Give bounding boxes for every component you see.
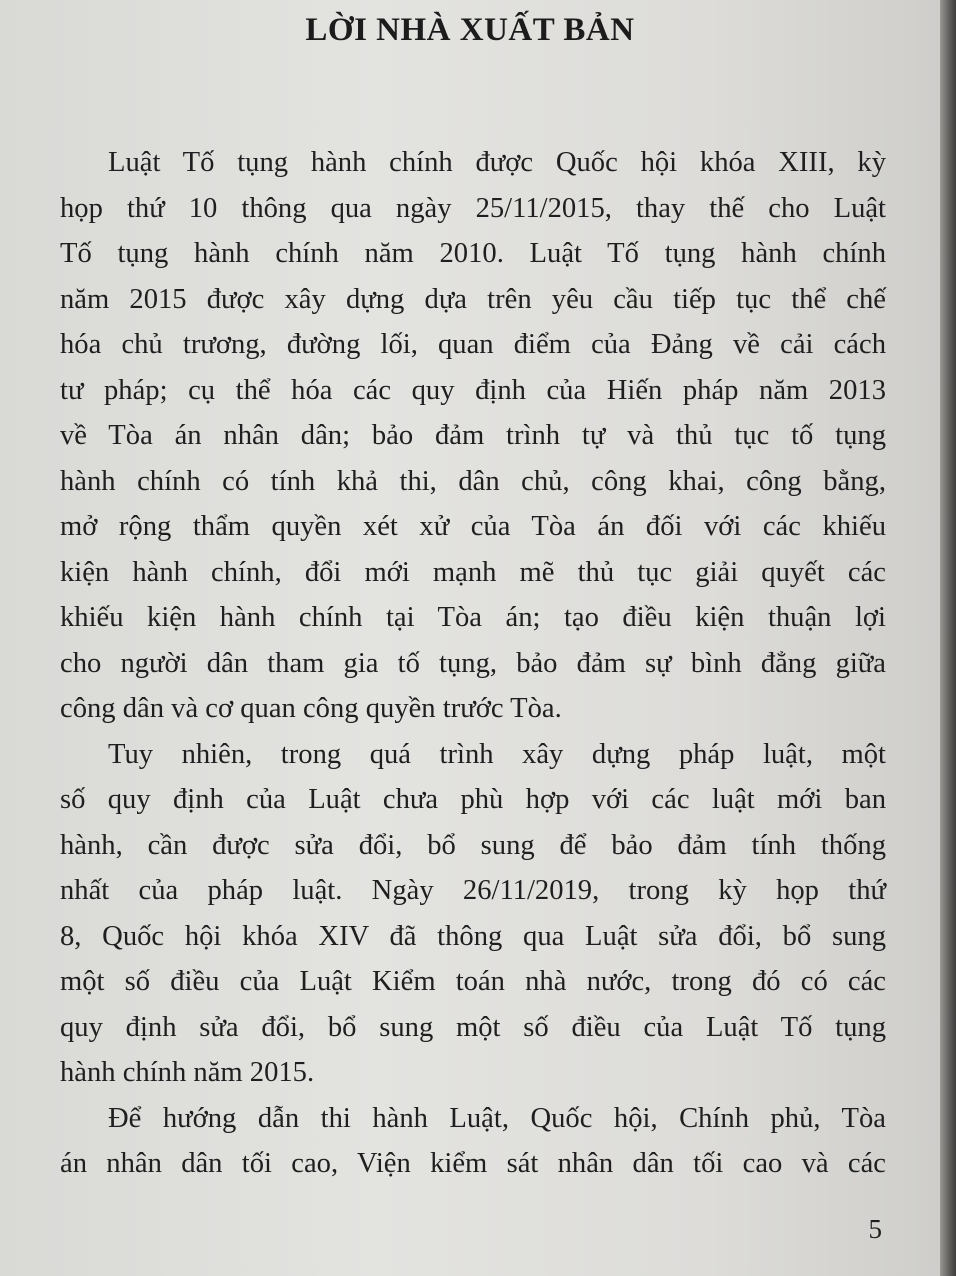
text-line: cho người dân tham gia tố tụng, bảo đảm sự bình đẳng giữa [60, 647, 886, 679]
text-line: Để hướng dẫn thi hành Luật, Quốc hội, Chính phủ, Tòa [108, 1102, 886, 1134]
body-text [60, 140, 886, 1187]
text-line: nhất của pháp luật. Ngày 26/11/2019, trong kỳ họp thứ [60, 875, 886, 906]
text-line: số quy định của Luật chưa phù hợp với các luật mới ban [60, 784, 886, 815]
text-line: mở rộng thẩm quyền xét xử của Tòa án đối với các khiếu [60, 511, 886, 542]
text-line: họp thứ 10 thông qua ngày 25/11/2015, thay thế cho Luật [60, 192, 886, 224]
text-line: hóa chủ trương, đường lối, quan điểm của Đảng về cải cách [60, 329, 886, 360]
text-line: công dân và cơ quan công quyền trước Tòa. [60, 693, 562, 724]
text-line: kiện hành chính, đổi mới mạnh mẽ thủ tục giải quyết các [60, 556, 886, 588]
text-line: Tuy nhiên, trong quá trình xây dựng pháp luật, một [108, 738, 886, 770]
text-line: án nhân dân tối cao, Viện kiểm sát nhân dân tối cao và các [60, 1148, 886, 1179]
text-line: hành chính có tính khả thi, dân chủ, công khai, công bằng, [60, 465, 886, 497]
text-line: tư pháp; cụ thể hóa các quy định của Hiến pháp năm 2013 [60, 374, 886, 406]
text-line: Luật Tố tụng hành chính được Quốc hội khóa XIII, kỳ [108, 147, 886, 178]
page-title: LỜI NHÀ XUẤT BẢN [305, 12, 635, 48]
text-line: hành, cần được sửa đổi, bổ sung để bảo đảm tính thống [60, 829, 886, 861]
text-line: một số điều của Luật Kiểm toán nhà nước, trong đó có các [60, 966, 886, 997]
paragraph-3 [60, 1096, 886, 1187]
text-line: năm 2015 được xây dựng dựa trên yêu cầu tiếp tục thể chế [60, 283, 886, 315]
paragraph-1 [60, 140, 886, 732]
paragraph-2 [60, 732, 886, 1096]
text-line: 8, Quốc hội khóa XIV đã thông qua Luật sửa đổi, bổ sung [60, 920, 886, 952]
text-line: hành chính năm 2015. [60, 1057, 315, 1088]
text-line: về Tòa án nhân dân; bảo đảm trình tự và thủ tục tố tụng [60, 420, 886, 451]
text-line: khiếu kiện hành chính tại Tòa án; tạo điều kiện thuận lợi [60, 602, 886, 633]
page-number: 5 [868, 1214, 882, 1244]
text-line: Tố tụng hành chính năm 2010. Luật Tố tụng hành chính [60, 238, 886, 269]
text-line: quy định sửa đổi, bổ sung một số điều của Luật Tố tụng [60, 1011, 886, 1043]
book-edge [940, 0, 956, 1276]
